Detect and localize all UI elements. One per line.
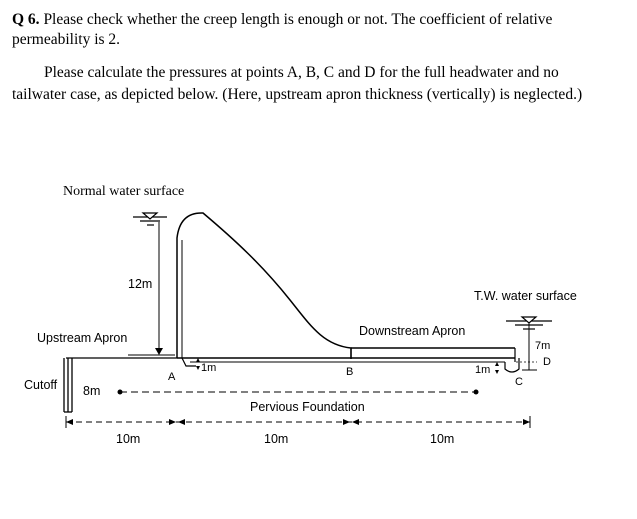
question-text-1: Please check whether the creep length is enough or not. The coefficient of relative	[39, 11, 553, 28]
weir-body	[177, 213, 351, 359]
tw-depth-label: 7m	[535, 340, 551, 352]
headwater-surface-symbol	[133, 213, 167, 225]
upstream-apron-label: Upstream Apron	[37, 331, 128, 345]
span-2-label: 10m	[264, 432, 289, 446]
point-b-label: B	[346, 366, 354, 378]
step-c	[505, 358, 519, 372]
step-a-label: 1m	[201, 362, 217, 374]
downstream-apron-label: Downstream Apron	[359, 324, 466, 338]
span-3-label: 10m	[430, 432, 455, 446]
upstream-height-arrow	[155, 348, 163, 355]
question-line-2: permeability is 2.	[12, 31, 121, 48]
normal-water-surface-label: Normal water surface	[63, 184, 185, 199]
tw-water-surface-label: T.W. water surface	[474, 289, 577, 303]
point-a-label: A	[168, 371, 176, 383]
point-c-label: C	[515, 376, 523, 388]
point-d-label: D	[543, 356, 551, 368]
pervious-foundation-label: Pervious Foundation	[250, 400, 365, 414]
question-line-4: tailwater case, as depicted below. (Here, upstream apron thickness (vertically) is neglected.)	[12, 86, 583, 103]
upstream-height-label: 12m	[128, 277, 153, 291]
question-line-3: Please calculate the pressures at points A, B, C and D for the full headwater and no	[44, 64, 559, 81]
cutoff-wall	[64, 358, 72, 412]
bottom-dimension	[66, 416, 530, 428]
cutoff-depth-label: 8m	[83, 384, 101, 398]
question-number: Q 6.	[12, 11, 40, 28]
step-c-label: 1m	[475, 364, 491, 376]
span-1-label: 10m	[116, 432, 141, 446]
cutoff-label: Cutoff	[24, 378, 58, 392]
